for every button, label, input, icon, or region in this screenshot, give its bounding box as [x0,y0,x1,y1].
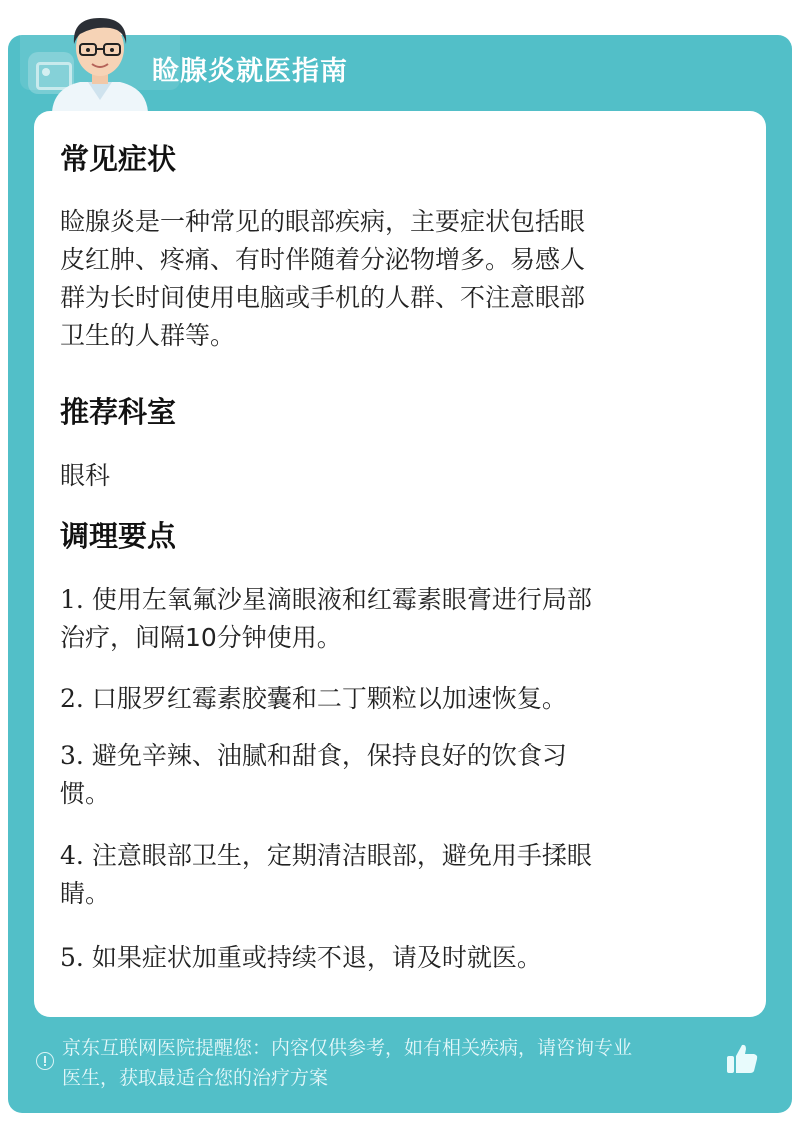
care-title: 调理要点 [60,519,177,553]
symptoms-title: 常见症状 [60,142,177,176]
disclaimer-line: 京东互联网医院提醒您：内容仅供参考，如有相关疾病，请咨询专业 [62,1037,633,1059]
symptoms-text [60,203,740,355]
symptoms-line: 卫生的人群等。 [60,321,236,350]
page-title: 睑腺炎就医指南 [152,56,348,87]
symptoms-line: 睑腺炎是一种常见的眼部疾病，主要症状包括眼 [60,207,586,236]
disclaimer [62,1033,726,1093]
care-item-text: 口服罗红霉素胶囊和二丁颗粒以加速恢复。 [91,684,567,713]
care-item [60,581,740,657]
care-item-text: 如果症状加重或持续不退，请及时就医。 [91,943,542,972]
care-item [60,680,740,718]
care-item-text: 避免辛辣、油腻和甜食，保持良好的饮食习 [91,741,567,770]
disclaimer-line: 医生，获取最适合您的治疗方案 [62,1067,329,1089]
symptoms-line: 皮红肿、疼痛、有时伴随着分泌物增多。易感人 [60,245,586,274]
care-item-number: 2. [60,684,84,713]
info-icon [36,1052,54,1070]
care-item-text: 使用左氧氟沙星滴眼液和红霉素眼膏进行局部 [91,585,592,614]
doctor-avatar [50,8,150,112]
department-title: 推荐科室 [60,395,177,429]
care-item-number: 4. [60,841,84,870]
care-item-text: 睛。 [60,879,111,908]
care-item-text: 治疗，间隔10分钟使用。 [60,623,342,652]
care-item [60,737,740,813]
symptoms-line: 群为长时间使用电脑或手机的人群、不注意眼部 [60,283,586,312]
department-value: 眼科 [60,461,111,490]
care-item [60,837,740,913]
care-item-number: 3. [60,741,84,770]
content-card [34,111,766,1017]
care-item-text: 注意眼部卫生，定期清洁眼部，避免用手揉眼 [91,841,592,870]
thumbs-up-icon[interactable] [724,1041,760,1077]
care-item-text: 惯。 [60,779,111,808]
care-item-number: 1. [60,585,84,614]
care-item [60,939,740,977]
care-item-number: 5. [60,943,84,972]
